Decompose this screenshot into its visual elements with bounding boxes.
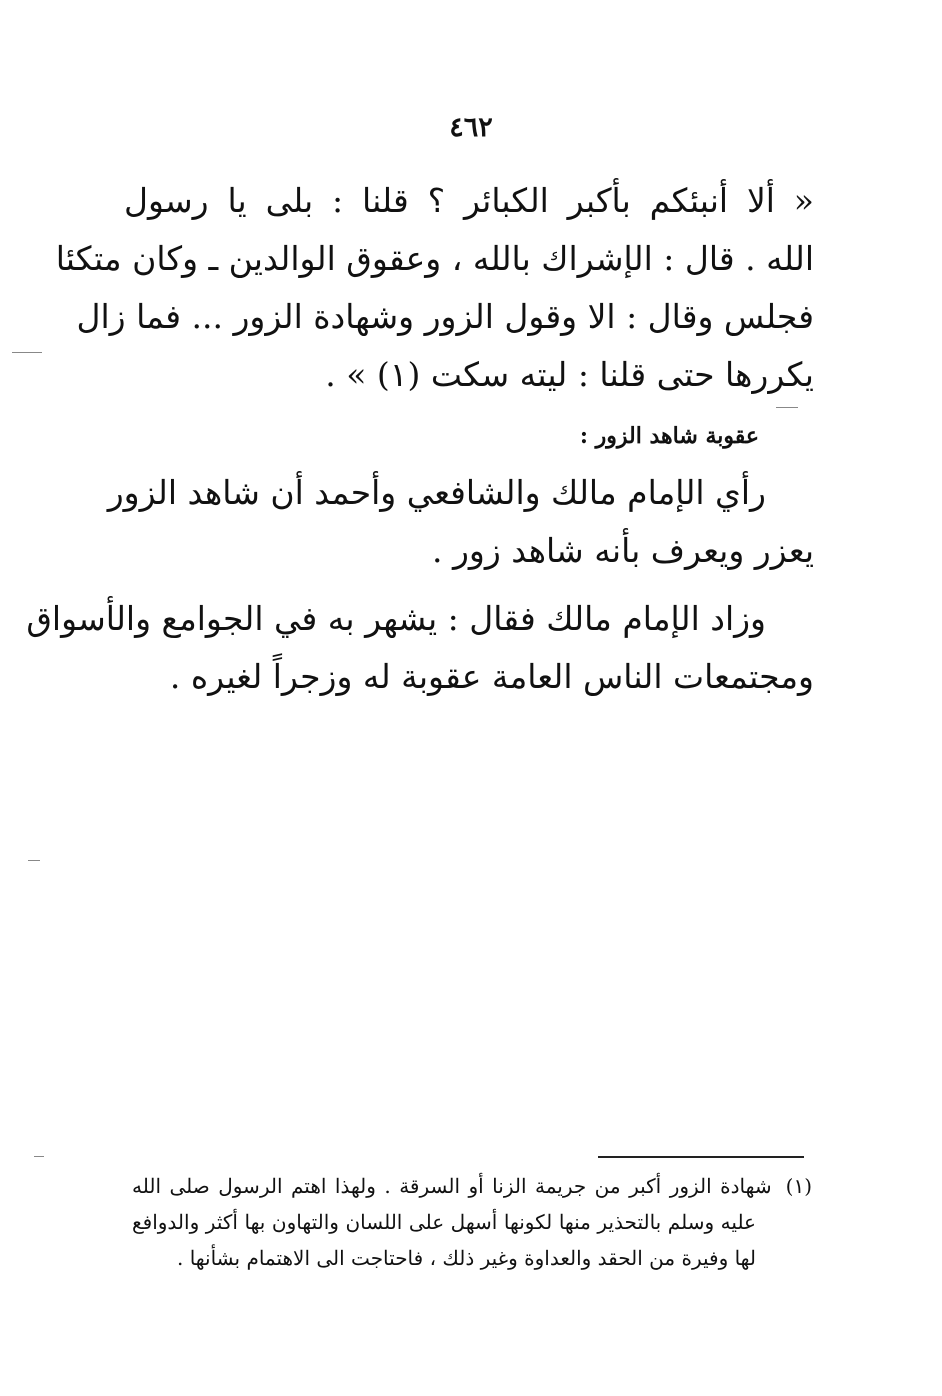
hadith-quote (55, 172, 814, 404)
margin-mark (776, 407, 798, 408)
paragraph-line: رأي الإمام مالك والشافعي وأحمد أن شاهد الزور (107, 473, 766, 512)
footnote (132, 1168, 812, 1276)
hadith-line: « ألا أنبئكم بأكبر الكبائر ؟ قلنا : بلى يا رسول (124, 181, 814, 220)
paragraph-2 (26, 590, 814, 706)
margin-mark (34, 1156, 44, 1157)
footnote-line (132, 1168, 812, 1204)
hadith-line: الله . قال : الإشراك بالله ، وعقوق الوالدين ـ وكان متكئا (55, 239, 814, 278)
hadith-line: فجلس وقال : الا وقول الزور وشهادة الزور ... فما زال (76, 297, 814, 336)
footnote-marker: (١) (785, 1174, 812, 1198)
paragraph-line: وزاد الإمام مالك فقال : يشهر به في الجوامع والأسواق (26, 599, 766, 638)
paragraph-1 (107, 464, 814, 580)
footnote-line: عليه وسلم بالتحذير منها لكونها أسهل على اللسان والتهاون بها أكثر والدوافع (132, 1210, 756, 1234)
paragraph-line: ومجتمعات الناس العامة عقوبة له وزجراً لغيره . (169, 657, 814, 696)
margin-mark (28, 860, 40, 861)
footnote-line: لها وفيرة من الحقد والعداوة وغير ذلك ، فاحتاجت الى الاهتمام بشأنها . (176, 1246, 756, 1270)
margin-mark (12, 352, 42, 353)
footnote-separator (598, 1156, 804, 1158)
footnote-text: شهادة الزور أكبر من جريمة الزنا أو السرقة . ولهذا اهتم الرسول صلى الله (132, 1174, 772, 1198)
section-heading: عقوبة شاهد الزور : (579, 423, 759, 449)
hadith-line: يكررها حتى قلنا : ليته سكت (١) » . (325, 355, 814, 394)
page-number: ٤٦٢ (449, 112, 493, 143)
paragraph-line: يعزر ويعرف بأنه شاهد زور . (432, 531, 814, 570)
